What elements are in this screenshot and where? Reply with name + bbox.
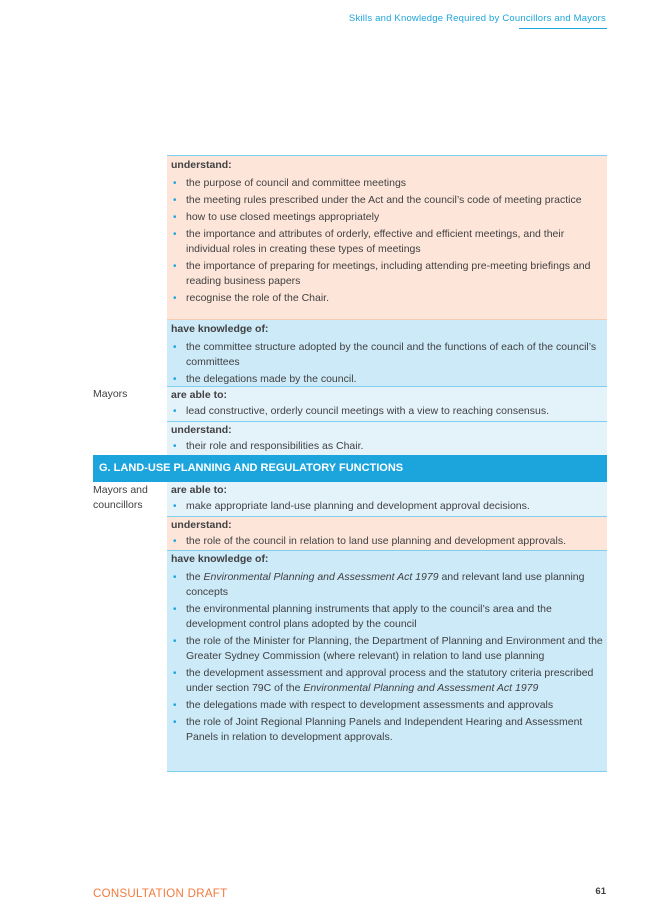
bullet-icon: • (173, 178, 177, 189)
understand-block (167, 155, 607, 319)
knowledge-list (171, 340, 607, 387)
bullet-icon: • (173, 536, 177, 547)
list-item: • recognise the role of the Chair. (173, 292, 330, 304)
g-understand-block (167, 516, 607, 550)
list-item: • how to use closed meetings appropriately (173, 211, 380, 223)
bullet-icon: • (173, 501, 177, 512)
running-header: Skills and Knowledge Required by Councillors and Mayors (348, 13, 606, 24)
bullet-icon: • (173, 212, 177, 223)
list-item: • the role of Joint Regional Planning Panels and Independent Hearing and Assessment Panels in relation to development approvals. (173, 716, 583, 743)
g-able-block (167, 482, 607, 516)
understand-heading: understand: (171, 159, 232, 171)
bullet-icon: • (173, 604, 177, 615)
bullet-icon: • (173, 572, 177, 583)
bullet-icon: • (173, 441, 177, 452)
section-g-heading: G. LAND-USE PLANNING AND REGULATORY FUNCTIONS (93, 455, 607, 482)
list-item: • the importance and attributes of orderly, effective and efficient meetings, and their individual roles in creating these types of meetings (173, 228, 565, 255)
mayors-label: Mayors (93, 388, 128, 400)
mayors-able-block (167, 386, 607, 421)
knowledge-heading: have knowledge of: (171, 323, 269, 335)
page-number: 61 (595, 886, 606, 897)
knowledge-heading: have knowledge of: (171, 553, 269, 565)
list-item: • the meeting rules prescribed under the Act and the council’s code of meeting practice (173, 194, 582, 206)
able-heading: are able to: (171, 484, 228, 496)
bullet-icon: • (173, 700, 177, 711)
able-list (171, 499, 607, 514)
understand-heading: understand: (171, 519, 232, 531)
list-item: • the delegations made by the council. (173, 373, 357, 385)
consultation-draft-label: CONSULTATION DRAFT (93, 888, 228, 900)
list-item: • the role of the council in relation to land use planning and development approvals. (173, 535, 567, 547)
bullet-icon: • (173, 406, 177, 417)
mayors-councillors-label: Mayors and councillors (93, 484, 148, 511)
list-item: • the role of the Minister for Planning, the Department of Planning and Environment and the Greater Sydney Commission (where relevant) in relation to land use planning (173, 635, 603, 662)
bullet-icon: • (173, 342, 177, 353)
list-item: • the Environmental Planning and Assessment Act 1979 and relevant land use planning concepts (173, 571, 585, 598)
bullet-icon: • (173, 261, 177, 272)
g-knowledge-block (167, 550, 607, 772)
list-item: • the development assessment and approval process and the statutory criteria prescribed under section 79C of the Environmental Planning and Assessment Act 1979 (173, 667, 594, 694)
bullet-icon: • (173, 229, 177, 240)
understand-list (171, 176, 607, 306)
header-rule (519, 28, 607, 29)
understand-heading: understand: (171, 424, 232, 436)
knowledge-block (167, 319, 607, 386)
bullet-icon: • (173, 195, 177, 206)
understand-list (171, 534, 607, 549)
bullet-icon: • (173, 293, 177, 304)
bullet-icon: • (173, 668, 177, 679)
bullet-icon: • (173, 636, 177, 647)
list-item: • the delegations made with respect to development assessments and approvals (173, 699, 554, 711)
list-item: • the committee structure adopted by the council and the functions of each of the council’s committees (173, 341, 597, 368)
able-heading: are able to: (171, 389, 228, 401)
list-item: • the purpose of council and committee meetings (173, 177, 407, 189)
list-item: • their role and responsibilities as Chair. (173, 440, 364, 452)
able-list (171, 404, 607, 419)
knowledge-list (171, 570, 607, 745)
bullet-icon: • (173, 374, 177, 385)
list-item: • the environmental planning instruments that apply to the council’s area and the development control plans adopted by the council (173, 603, 552, 630)
list-item: • the importance of preparing for meetings, including attending pre-meeting briefings and reading business papers (173, 260, 591, 287)
list-item: • make appropriate land-use planning and development approval decisions. (173, 500, 530, 512)
bullet-icon: • (173, 717, 177, 728)
understand-list (171, 439, 607, 454)
list-item: • lead constructive, orderly council meetings with a view to reaching consensus. (173, 405, 550, 417)
mayors-understand-block (167, 421, 607, 455)
